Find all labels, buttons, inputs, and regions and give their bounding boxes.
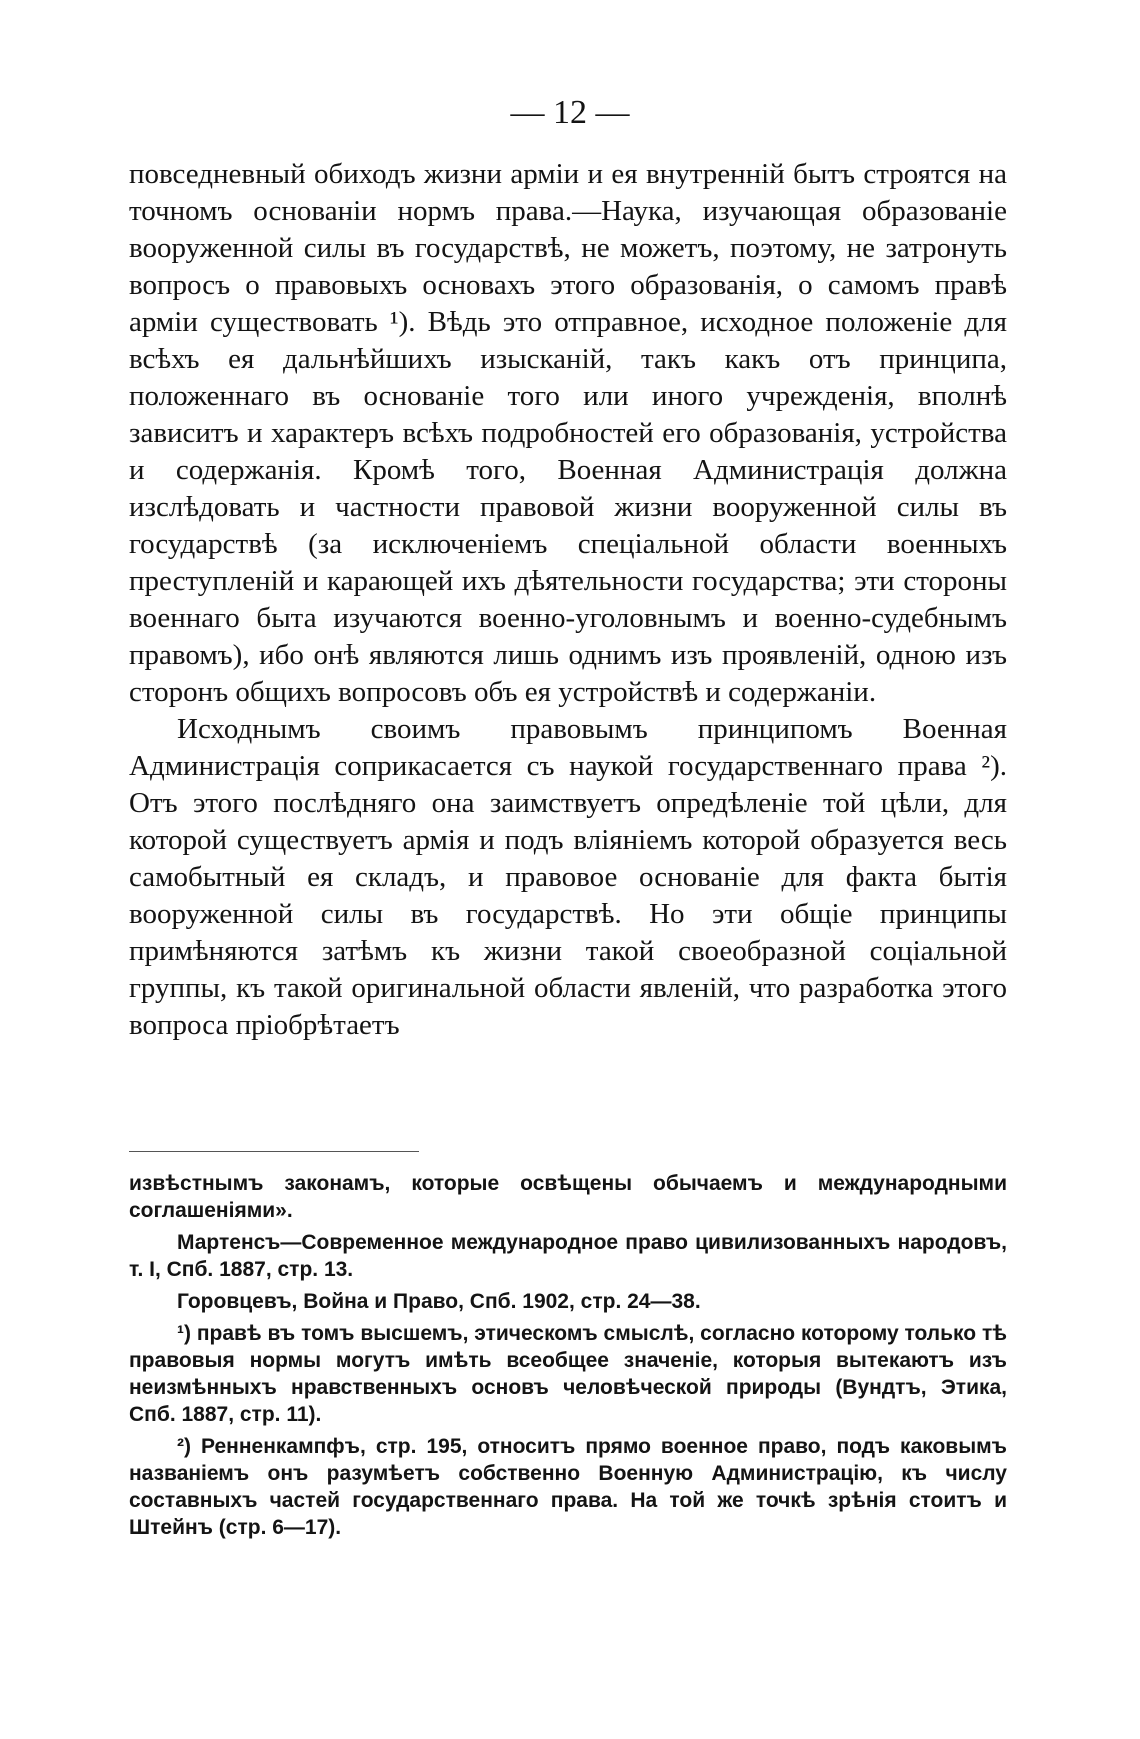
footnote-reference-gorovtsev: Горовцевъ, Война и Право, Спб. 1902, стр. 24—38.: [177, 1290, 701, 1313]
paragraph-1: повседневный обиходъ жизни арміи и ея внутренній бытъ строятся на точномъ основаніи нормъ права.—Наука, изучающая образованіе вооруженной силы въ государствѣ, не можетъ, поэтому, не затронуть вопросъ о правовыхъ основахъ этого образованія, о самомъ правѣ арміи существовать ¹). Вѣдь это отправное, исходное положеніе для всѣхъ ея дальнѣйшихъ изысканій, такъ какъ отъ принципа, положеннаго въ основаніе того или иного учрежденія, вполнѣ зависитъ и характеръ всѣхъ подробностей его образованія, устройства и содержанія. Кромѣ того, Военная Администрація должна изслѣдовать и частности правовой жизни вооруженной силы въ государствѣ (за исключеніемъ спеціальной области военныхъ преступленій и карающей ихъ дѣятельности государства; эти стороны военнаго быта изучаются военно-уголовнымъ и военно-судебнымъ правомъ), ибо онѣ являются лишь однимъ изъ проявленій, одною изъ сторонъ общихъ вопросовъ объ ея устройствѣ и содержаніи.: [129, 158, 1007, 708]
paragraph-2: Исходнымъ своимъ правовымъ принципомъ Военная Администрація соприкасается съ наукой государственнаго права ²). Отъ этого послѣдняго она заимствуетъ опредѣленіе той цѣли, для которой существуетъ армія и подъ вліяніемъ которой образуется весь самобытный ея складъ, и правовое основаніе для факта бытія вооруженной силы въ государствѣ. Но эти общіе принципы примѣняются затѣмъ къ жизни такой своеобразной соціальной группы, къ такой оригинальной области явленій, что разработка этого вопроса пріобрѣтаетъ: [129, 713, 1007, 1041]
footnotes: [129, 1170, 1007, 1546]
footnote-reference-martens: Мартенсъ—Современное международное право цивилизованныхъ народовъ, т. I, Спб. 1887, стр. 13.: [129, 1231, 1007, 1281]
page-number: — 12 —: [510, 94, 630, 131]
footnote-1: ¹) правѣ въ томъ высшемъ, этическомъ смыслѣ, согласно которому только тѣ правовыя нормы могутъ имѣть всеобщее значеніе, которыя вытекаютъ изъ неизмѣнныхъ нравственныхъ основъ человѣческой природы (Вундтъ, Этика, Спб. 1887, стр. 11).: [129, 1322, 1007, 1426]
main-text: [129, 156, 1007, 1044]
footnote-continuation: извѣстнымъ законамъ, которые освѣщены обычаемъ и международными соглашеніями».: [129, 1172, 1007, 1222]
footnote-divider: [129, 1151, 419, 1152]
footnote-2: ²) Ренненкампфъ, стр. 195, относитъ прямо военное право, подъ каковымъ названіемъ онъ разумѣетъ собственно Военную Администрацію, къ числу составныхъ частей государственнаго права. На той же точкѣ зрѣнія стоитъ и Штейнъ (стр. 6—17).: [129, 1435, 1007, 1539]
